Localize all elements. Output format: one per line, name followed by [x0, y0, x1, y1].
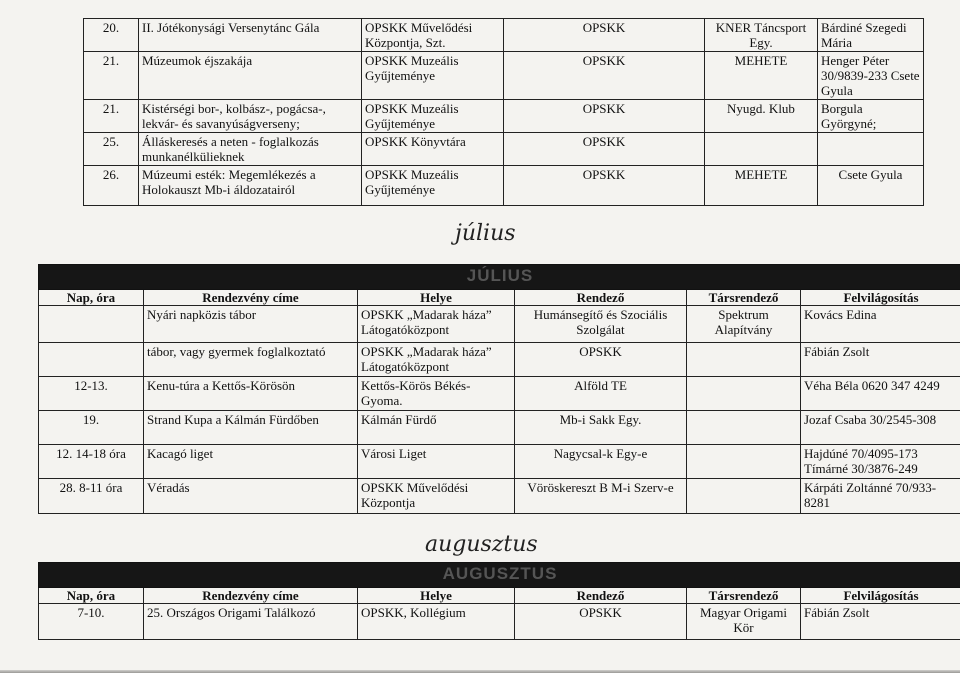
day-cell: 21.: [84, 52, 139, 100]
place-cell: OPSKK „Madarak háza” Látogatóközpont: [358, 306, 515, 343]
title-cell: Kacagó liget: [144, 445, 358, 479]
coorganizer-cell: [687, 411, 801, 445]
coorganizer-cell: Magyar Origami Kör: [687, 604, 801, 640]
table-row: [39, 411, 960, 445]
coorganizer-cell: MEHETE: [705, 52, 818, 100]
table-row: [39, 343, 960, 377]
organizer-cell: OPSKK: [515, 604, 687, 640]
coorganizer-cell: [705, 133, 818, 166]
col-header-coorganizer: Társrendező: [687, 588, 801, 604]
day-cell: 7-10.: [39, 604, 144, 640]
month-band-title: AUGUSZTUS: [442, 564, 558, 583]
col-header-place: Helye: [358, 290, 515, 306]
col-header-place: Helye: [358, 588, 515, 604]
col-header-title: Rendezvény címe: [144, 290, 358, 306]
place-cell: OPSKK Művelődési Központja, Szt.: [362, 19, 504, 52]
info-cell: Borgula Györgyné;: [818, 100, 924, 133]
day-cell: [39, 306, 144, 343]
info-cell: Henger Péter 30/9839-233 Csete Gyula: [818, 52, 924, 100]
info-cell: Hajdúné 70/4095-173 Tímárné 30/3876-249: [801, 445, 960, 479]
month-band-july: [39, 265, 960, 290]
organizer-cell: OPSKK: [504, 52, 705, 100]
col-header-organizer: Rendező: [515, 290, 687, 306]
title-cell: II. Jótékonysági Versenytánc Gála: [139, 19, 362, 52]
organizer-cell: OPSKK: [504, 100, 705, 133]
day-cell: 19.: [39, 411, 144, 445]
title-cell: tábor, vagy gyermek foglalkoztató: [144, 343, 358, 377]
col-header-info: Felvilágosítás: [801, 588, 960, 604]
august-events-table: [38, 562, 960, 640]
info-cell: Kárpáti Zoltánné 70/933-8281: [801, 479, 960, 514]
table-row: [39, 604, 960, 640]
place-cell: OPSKK Muzeális Gyűjteménye: [362, 52, 504, 100]
organizer-cell: OPSKK: [504, 133, 705, 166]
handwritten-august-note: augusztus: [425, 532, 538, 557]
july-events-table: [38, 264, 960, 514]
title-cell: Nyári napközis tábor: [144, 306, 358, 343]
title-cell: Strand Kupa a Kálmán Fürdőben: [144, 411, 358, 445]
info-cell: Kovács Edina: [801, 306, 960, 343]
title-cell: Kistérségi bor-, kolbász-, pogácsa-, lekvár- és savanyúságverseny;: [139, 100, 362, 133]
info-cell: Csete Gyula: [818, 166, 924, 206]
coorganizer-cell: [687, 445, 801, 479]
coorganizer-cell: Spektrum Alapítvány: [687, 306, 801, 343]
organizer-cell: Alföld TE: [515, 377, 687, 411]
table-header-row: [39, 588, 960, 604]
info-cell: Bárdiné Szegedi Mária: [818, 19, 924, 52]
day-cell: 28. 8-11 óra: [39, 479, 144, 514]
organizer-cell: OPSKK: [504, 19, 705, 52]
info-cell: Fábián Zsolt: [801, 604, 960, 640]
place-cell: OPSKK Muzeális Gyűjteménye: [362, 100, 504, 133]
table-row: [84, 52, 924, 100]
month-band-august: [39, 563, 960, 588]
col-header-coorganizer: Társrendező: [687, 290, 801, 306]
place-cell: Kettős-Körös Békés-Gyoma.: [358, 377, 515, 411]
col-header-day: Nap, óra: [39, 290, 144, 306]
table-row: [39, 377, 960, 411]
coorganizer-cell: [687, 377, 801, 411]
col-header-title: Rendezvény címe: [144, 588, 358, 604]
organizer-cell: Mb-i Sakk Egy.: [515, 411, 687, 445]
coorganizer-cell: Nyugd. Klub: [705, 100, 818, 133]
day-cell: 21.: [84, 100, 139, 133]
place-cell: Kálmán Fürdő: [358, 411, 515, 445]
info-cell: Véha Béla 0620 347 4249: [801, 377, 960, 411]
col-header-info: Felvilágosítás: [801, 290, 960, 306]
col-header-organizer: Rendező: [515, 588, 687, 604]
coorganizer-cell: [687, 343, 801, 377]
title-cell: 25. Országos Origami Találkozó: [144, 604, 358, 640]
coorganizer-cell: [687, 479, 801, 514]
day-cell: [39, 343, 144, 377]
organizer-cell: OPSKK: [504, 166, 705, 206]
coorganizer-cell: MEHETE: [705, 166, 818, 206]
day-cell: 26.: [84, 166, 139, 206]
place-cell: OPSKK Muzeális Gyűjteménye: [362, 166, 504, 206]
table-row: [39, 445, 960, 479]
coorganizer-cell: KNER Táncsport Egy.: [705, 19, 818, 52]
table-row: [39, 479, 960, 514]
day-cell: 25.: [84, 133, 139, 166]
table-row: [84, 100, 924, 133]
month-band-title: JÚLIUS: [466, 266, 534, 285]
info-cell: Jozaf Csaba 30/2545-308: [801, 411, 960, 445]
place-cell: OPSKK Művelődési Központja: [358, 479, 515, 514]
title-cell: Múzeumi esték: Megemlékezés a Holokauszt Mb-i áldozatairól: [139, 166, 362, 206]
col-header-day: Nap, óra: [39, 588, 144, 604]
day-cell: 20.: [84, 19, 139, 52]
title-cell: Véradás: [144, 479, 358, 514]
handwritten-july-note: július: [455, 221, 516, 246]
place-cell: Városi Liget: [358, 445, 515, 479]
table-row: [84, 19, 924, 52]
organizer-cell: Vöröskereszt B M-i Szerv-e: [515, 479, 687, 514]
title-cell: Múzeumok éjszakája: [139, 52, 362, 100]
info-cell: Fábián Zsolt: [801, 343, 960, 377]
place-cell: OPSKK, Kollégium: [358, 604, 515, 640]
day-cell: 12-13.: [39, 377, 144, 411]
organizer-cell: OPSKK: [515, 343, 687, 377]
day-cell: 12. 14-18 óra: [39, 445, 144, 479]
table-row: [39, 306, 960, 343]
june-events-table: [83, 18, 924, 206]
table-row: [84, 133, 924, 166]
place-cell: OPSKK Könyvtára: [362, 133, 504, 166]
organizer-cell: Nagycsal-k Egy-e: [515, 445, 687, 479]
title-cell: Kenu-túra a Kettős-Körösön: [144, 377, 358, 411]
table-row: [84, 166, 924, 206]
title-cell: Álláskeresés a neten - foglalkozás munkanélkülieknek: [139, 133, 362, 166]
place-cell: OPSKK „Madarak háza” Látogatóközpont: [358, 343, 515, 377]
organizer-cell: Humánsegítő és Szociális Szolgálat: [515, 306, 687, 343]
table-header-row: [39, 290, 960, 306]
info-cell: [818, 133, 924, 166]
